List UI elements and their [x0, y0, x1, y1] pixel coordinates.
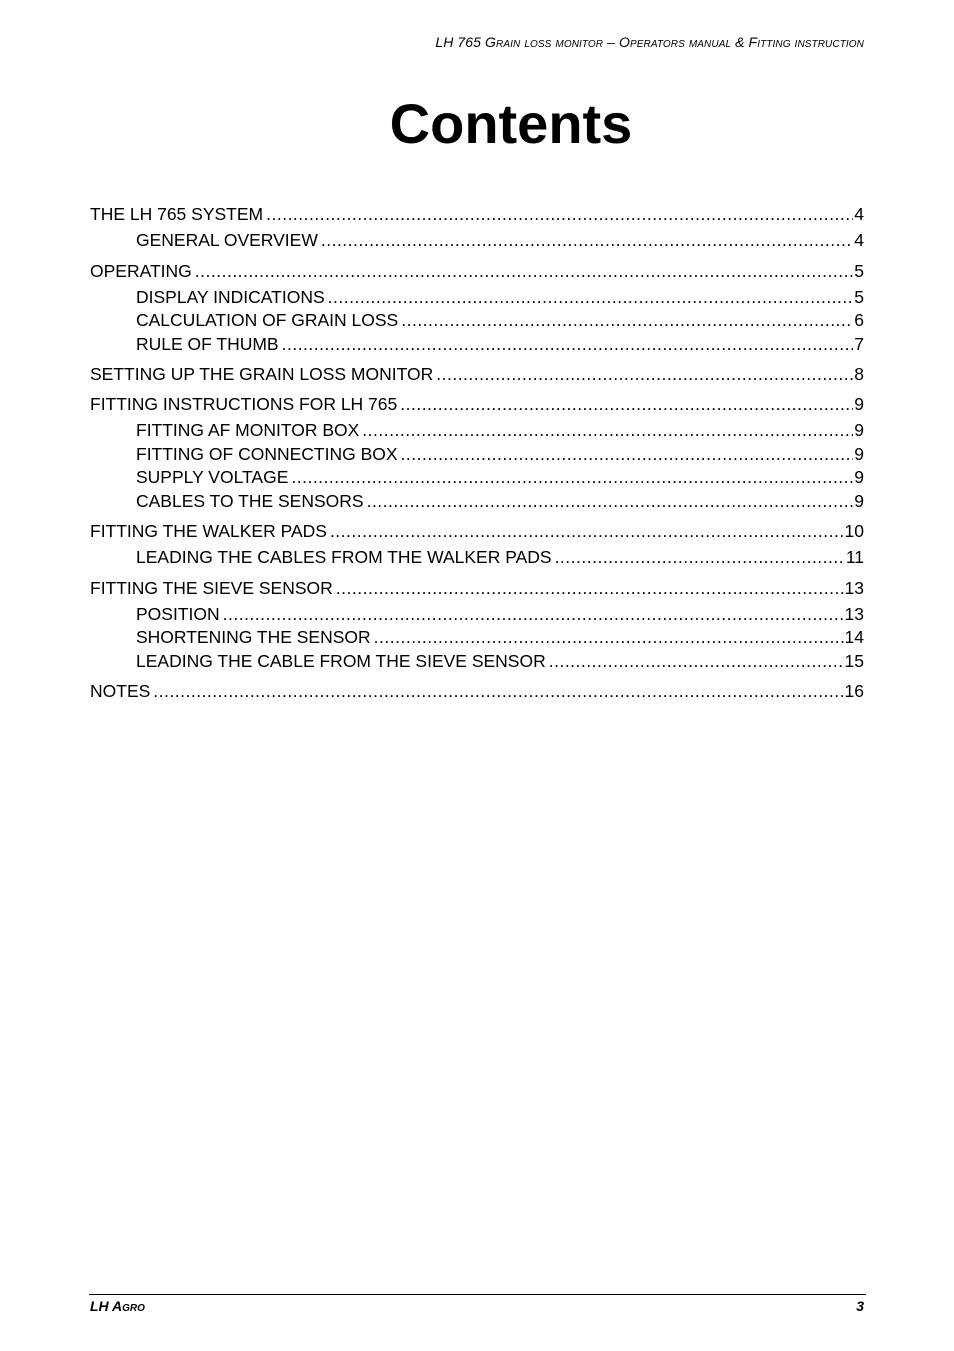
toc-entry-title: LEADING THE CABLE FROM THE SIEVE SENSOR	[136, 650, 546, 671]
toc-dot-leader	[330, 519, 844, 543]
toc-page-number: 9	[854, 490, 864, 511]
toc-subentry[interactable]	[90, 603, 864, 627]
toc-entry-title: FITTING INSTRUCTIONS FOR LH 765	[90, 394, 398, 414]
footer-company: LH Agro	[90, 1298, 145, 1314]
toc-section	[90, 576, 864, 674]
toc-dot-leader	[549, 650, 844, 674]
toc-entry[interactable]	[90, 259, 864, 283]
toc-entry[interactable]	[90, 519, 864, 543]
toc-entry[interactable]	[90, 392, 864, 416]
footer-page-number: 3	[856, 1298, 864, 1314]
toc-subentry[interactable]	[90, 229, 864, 253]
toc-page-number: 4	[854, 230, 864, 250]
toc-page-number: 5	[854, 286, 864, 307]
toc-subentry[interactable]	[90, 490, 864, 514]
toc-dot-leader	[328, 286, 854, 310]
toc-page-number: 5	[854, 260, 864, 281]
toc-entry[interactable]	[90, 576, 864, 600]
toc-entry-title: CALCULATION OF GRAIN LOSS	[136, 310, 399, 330]
toc-subentry[interactable]	[90, 419, 864, 443]
toc-subentry[interactable]	[90, 650, 864, 674]
toc-entry-title: NOTES	[90, 681, 151, 701]
toc-dot-leader	[362, 419, 853, 443]
toc-section	[90, 259, 864, 357]
toc-dot-leader	[367, 490, 854, 514]
toc-subentry[interactable]	[90, 466, 864, 490]
toc-page-number: 10	[844, 521, 864, 541]
toc-subentry[interactable]	[90, 333, 864, 357]
toc-dot-leader	[374, 626, 844, 650]
toc-section	[90, 202, 864, 253]
toc-subentry[interactable]	[90, 626, 864, 650]
toc-page-number: 8	[854, 364, 864, 384]
toc-entry-title: FITTING THE SIEVE SENSOR	[90, 577, 333, 598]
toc-section	[90, 679, 864, 703]
toc-dot-leader	[195, 259, 853, 283]
toc-dot-leader	[266, 202, 853, 226]
toc-page-number: 14	[844, 627, 864, 647]
toc-dot-leader	[223, 603, 844, 627]
toc-page-number: 9	[854, 467, 864, 487]
toc-entry-title: FITTING OF CONNECTING BOX	[136, 443, 398, 464]
toc-entry-title: OPERATING	[90, 260, 192, 281]
toc-subentry[interactable]	[90, 286, 864, 310]
toc-section	[90, 519, 864, 570]
toc-entry-title: SETTING UP THE GRAIN LOSS MONITOR	[90, 364, 434, 384]
toc-section	[90, 392, 864, 513]
toc-page-number: 9	[854, 443, 864, 464]
table-of-contents	[90, 202, 864, 709]
toc-dot-leader	[321, 229, 853, 253]
toc-page-number: 4	[854, 204, 864, 224]
toc-entry-title: LEADING THE CABLES FROM THE WALKER PADS	[136, 547, 552, 567]
toc-page-number: 9	[854, 420, 864, 440]
toc-dot-leader	[291, 466, 853, 490]
toc-section	[90, 362, 864, 386]
toc-entry-title: RULE OF THUMB	[136, 333, 279, 354]
toc-dot-leader	[401, 309, 853, 333]
toc-dot-leader	[401, 443, 854, 467]
toc-entry-title: FITTING THE WALKER PADS	[90, 521, 327, 541]
toc-dot-leader	[282, 333, 854, 357]
toc-page-number: 13	[844, 577, 864, 598]
toc-dot-leader	[153, 679, 843, 703]
toc-dot-leader	[336, 576, 844, 600]
page-title: Contents	[389, 92, 633, 155]
toc-subentry[interactable]	[90, 546, 864, 570]
toc-dot-leader	[436, 362, 853, 386]
toc-dot-leader	[555, 546, 845, 570]
toc-page-number: 13	[844, 603, 864, 624]
toc-subentry[interactable]	[90, 309, 864, 333]
toc-page-number: 7	[854, 333, 864, 354]
toc-entry-title: CABLES TO THE SENSORS	[136, 490, 364, 511]
toc-page-number: 11	[845, 547, 864, 567]
toc-dot-leader	[400, 392, 853, 416]
toc-entry[interactable]	[90, 362, 864, 386]
toc-entry-title: FITTING AF MONITOR BOX	[136, 420, 360, 440]
running-header: LH 765 Grain loss monitor – Operators manual & Fitting instruction	[435, 34, 864, 50]
toc-page-number: 16	[844, 681, 864, 701]
toc-entry-title: POSITION	[136, 603, 220, 624]
toc-entry[interactable]	[90, 202, 864, 226]
toc-page-number: 9	[854, 394, 864, 414]
footer-divider	[89, 1294, 866, 1295]
toc-page-number: 15	[844, 650, 864, 671]
toc-entry-title: SHORTENING THE SENSOR	[136, 627, 371, 647]
toc-entry-title: THE LH 765 SYSTEM	[90, 204, 264, 224]
toc-subentry[interactable]	[90, 443, 864, 467]
toc-entry-title: DISPLAY INDICATIONS	[136, 286, 325, 307]
toc-entry[interactable]	[90, 679, 864, 703]
toc-entry-title: GENERAL OVERVIEW	[136, 230, 318, 250]
toc-page-number: 6	[854, 310, 864, 330]
toc-entry-title: SUPPLY VOLTAGE	[136, 467, 289, 487]
